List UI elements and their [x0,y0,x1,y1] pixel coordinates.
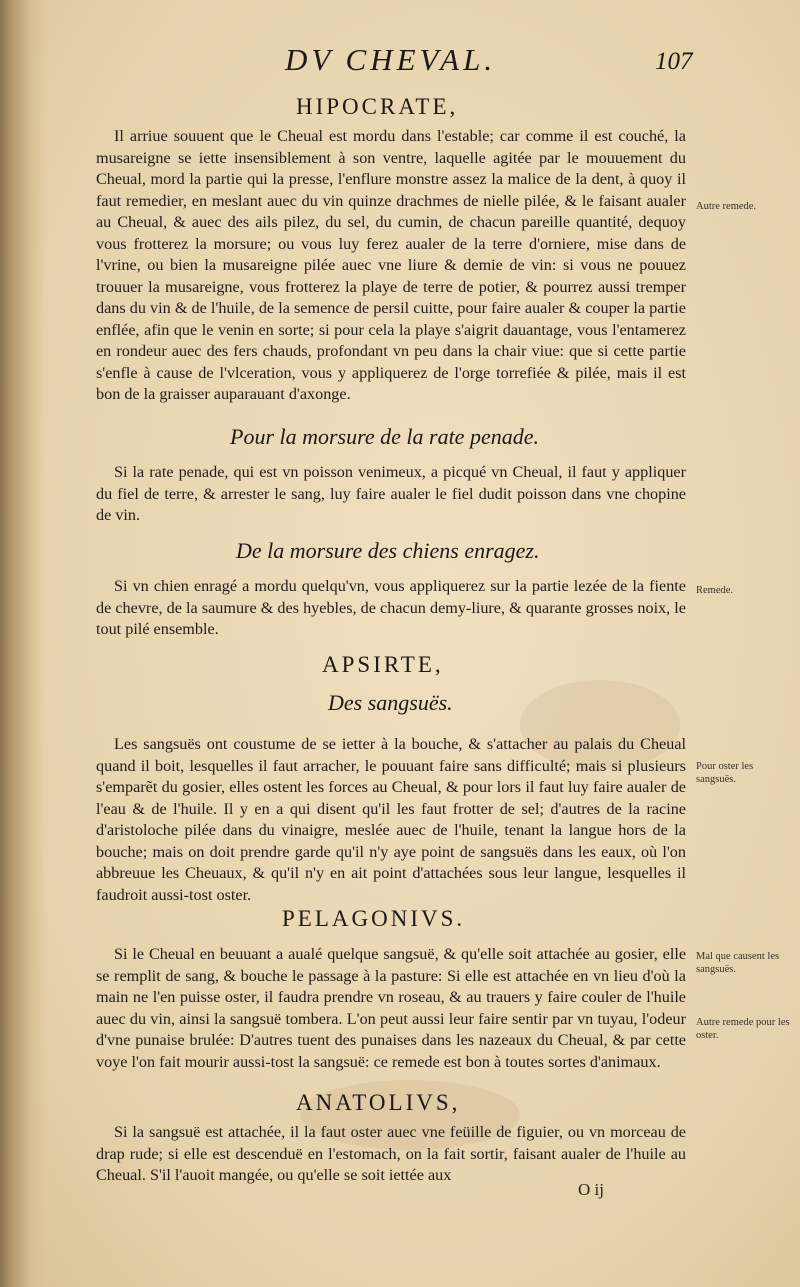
section-heading-apsirte: APSIRTE, [322,652,444,677]
paragraph-pelagonivs [96,944,686,1084]
paragraph-text: Si la sangsuë est attachée, il la faut oster auec vne feüille de figuier, ou vn morceau de drap rude; si elle est descenduë en l'estomach, on la fait sortir, faisant aualer de l'huile au Cheual. S'il l'auoit mangée, ou qu'elle se soit iettée aux [96,1123,686,1184]
paragraph-apsirte [96,734,686,904]
page-number: 107 [655,48,693,75]
paragraph-text: Il arriue souuent que le Cheual est mordu dans l'estable; car comme il est couché, la musareigne se iette insensiblement à son ventre, laquelle agitée par le mouuement du Cheual, mord la partie qui la presse, l'enflure monstre assez la malice de la dent, à quoy il faut remedier, en meslant auec du vin quinze drachmes de nielle pilée, & le faisant aualer au Cheual, & auec des ails pilez, du sel, du cumin, de chacun pareille quantité, dequoy vous frotterez la morsure; ou vous luy ferez aualer de la terre d'orniere, mise dans de l'vrine, ou bien la musareigne pilée auec vne liure & demie de vin: si vous ne pouuez trouuer la musareigne, vous frotterez la playe de terre de potier, & pourrez aussi tremper dans du vin & de l'huile, de la semence de persil cuitte, pour faire aualer & couper la partie enflée, afin que le venin en sorte; si pour cela la playe s'aigrit dauantage, vous l'entamerez en rondeur auec des fers chauds, profondant vn peu dans la chair viue: que si cette partie s'enfle à cause de l'vlceration, vous y appliquerez de l'orge torrefiée & pilée, mais il est bon de la graisser auparauant d'axonge. [96,127,686,403]
section-heading-anatolivs: ANATOLIVS, [296,1090,461,1115]
paragraph-anatolivs [96,1122,686,1186]
margin-note: Pour oster les sangsuës. [696,761,754,785]
paragraph-text: Les sangsuës ont coustume de se ietter à la bouche, & s'attacher au palais du Cheual quand il boit, lesquelles il faut arracher, le pouuant faire sans difficulté; mais si plusieurs s'emparẽt du gosier, elles ostent les forces au Cheual, & pour lors il faut luy faire aualer de l'eau & de l'huile. Il y en a qui disent qu'il les faut frotter de sel; d'autres de la racine d'aristoloche pilée dans du vinaigre, meslée auec de l'huile, tenant la langue hors de la bouche; mais on doit prendre garde qu'il n'y aye point de sangsuës dans les eaux, où l'on abbreuue les Cheuaux, & qu'il n'y en ait point d'attachées sous leur langue, lesquelles il faudroit aussi-tost oster. [96,735,686,904]
paragraph-text: Si la rate penade, qui est vn poisson venimeux, a picqué vn Cheual, il faut y appliquer du fiel de terre, & arrester le sang, luy faire aualer le fiel dudit poisson dans vne chopine de vin. [96,463,686,524]
paragraph-text: Si vn chien enragé a mordu quelqu'vn, vous appliquerez sur la partie lezée de la fiente de chevre, de la saumure & des hyebles, de chacun demy-liure, & quarante grosses noix, le tout pilé ensemble. [96,577,686,638]
section-heading-hipocrate: HIPOCRATE, [296,94,459,119]
subheading-chiens-enragez: De la morsure des chiens enragez. [236,538,540,563]
paragraph-chiens-enragez [96,576,686,642]
paragraph-hipocrate [96,126,686,408]
running-head: DV CHEVAL. [285,42,497,77]
subheading-rate-penade: Pour la morsure de la rate penade. [230,424,539,449]
margin-note: Autre remede. [696,201,757,212]
paragraph-text: Si le Cheual en beuuant a aualé quelque sangsuë, & qu'elle soit attachée au gosier, elle se remplit de sang, & bouche le passage à la pasture: Si elle est attachée en vn lieu d'où la main ne l'en puisse oster, il faudra prendre vn roseau, & au trauers y faire couler de l'huile auec du vin, ainsi la sangsuë tombera. L'on peut aussi leur faire sentir par vn tuyau, l'odeur d'vne punaise brulée: D'autres tuent des punaises dans les nazeaux du Cheual, & par cette voye l'on fait mourir aussi-tost la sangsuë: ce remede est bon à toutes sortes d'animaux. [96,945,686,1071]
signature-mark: O ij [578,1180,604,1199]
subheading-sangsues: Des sangsuës. [328,690,453,715]
margin-note: Autre remede pour les oster. [696,1017,790,1041]
paragraph-rate-penade [96,462,686,528]
section-heading-pelagonivs: PELAGONIVS. [282,906,466,931]
binding-gutter [0,0,46,1287]
margin-note: Mal que causent les sangsuës. [696,951,780,975]
margin-note: Remede. [696,585,734,596]
